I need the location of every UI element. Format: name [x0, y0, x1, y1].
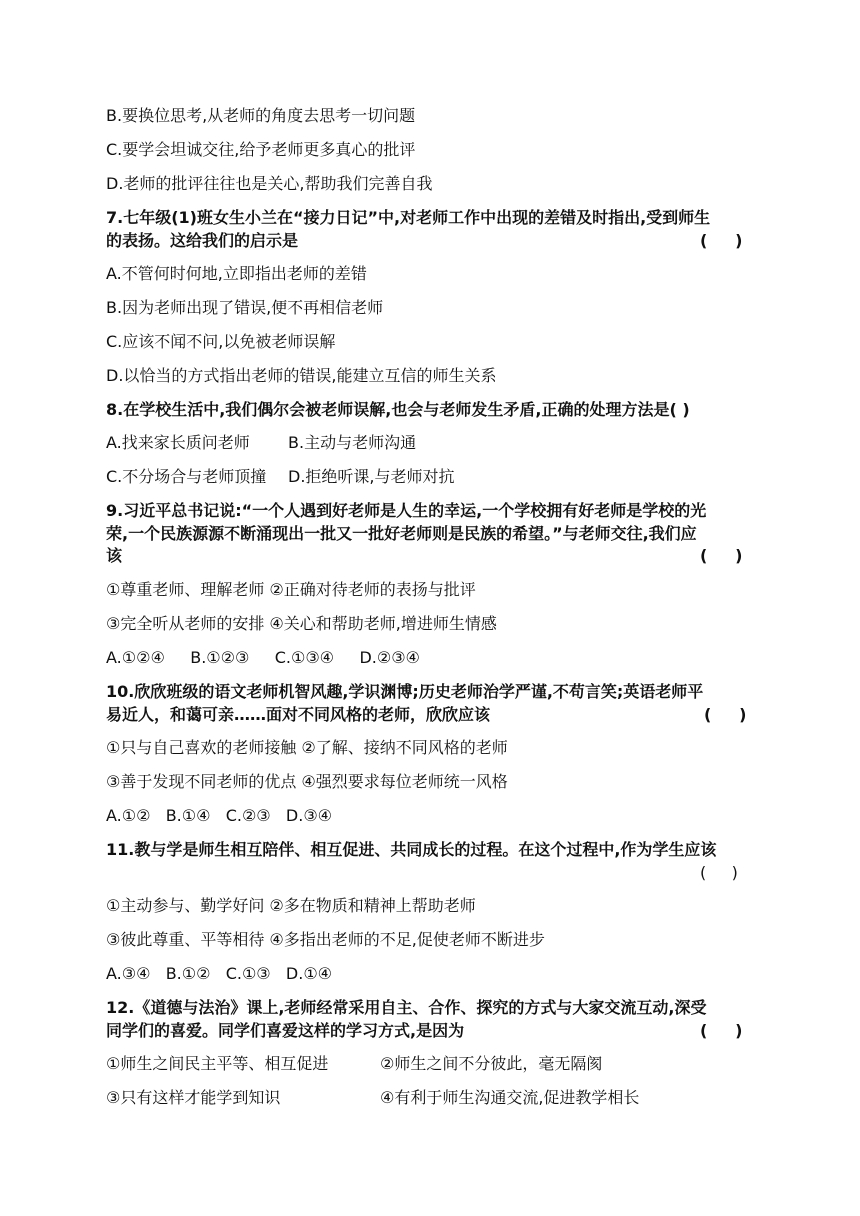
statements-q10-line2: ③善于发现不同老师的优点 ④强烈要求每位老师统一风格 [106, 772, 508, 791]
option-q7-b: B.因为老师出现了错误,便不再相信老师 [106, 298, 384, 317]
statement-q12-3: ③只有这样才能学到知识 [106, 1088, 281, 1107]
choices-q11: A.③④ B.①② C.①③ D.①④ [106, 964, 332, 983]
choices-q10: A.①② B.①④ C.②③ D.③④ [106, 806, 332, 825]
answer-blank-q9: ( ) [700, 546, 743, 565]
question-11-stem: 11.教与学是师生相互陪伴、相互促进、共同成长的过程。在这个过程中,作为学生应该 [106, 840, 717, 859]
answer-blank-q7: ( ) [700, 231, 743, 250]
question-9-stem-line1: 9.习近平总书记说:“一个人遇到好老师是人生的幸运,一个学校拥有好老师是学校的光 [106, 501, 707, 520]
question-9-stem-line2: 荣,一个民族源源不断涌现出一批又一批好老师则是民族的希望。”与老师交往,我们应 [106, 524, 697, 543]
answer-blank-q10: ( ) [704, 705, 747, 724]
statements-q10-line1: ①只与自己喜欢的老师接触 ②了解、接纳不同风格的老师 [106, 738, 508, 757]
option-q8-a: A.找来家长质问老师 [106, 433, 250, 452]
option-q6-d: D.老师的批评往往也是关心,帮助我们完善自我 [106, 174, 433, 193]
statement-q12-4: ④有利于师生沟通交流,促进教学相长 [380, 1088, 640, 1107]
statements-q9-line2: ③完全听从老师的安排 ④关心和帮助老师,增进师生情感 [106, 614, 497, 633]
option-q7-a: A.不管何时何地,立即指出老师的差错 [106, 264, 367, 283]
statements-q11-line2: ③彼此尊重、平等相待 ④多指出老师的不足,促使老师不断进步 [106, 930, 545, 949]
statement-q12-1: ①师生之间民主平等、相互促进 [106, 1054, 329, 1073]
choices-q9: A.①②④ B.①②③ C.①③④ D.②③④ [106, 648, 420, 667]
option-q8-c: C.不分场合与老师顶撞 [106, 467, 267, 486]
question-8-stem: 8.在学校生活中,我们偶尔会被老师误解,也会与老师发生矛盾,正确的处理方法是( ) [106, 400, 690, 419]
question-10-stem-line2: 易近人，和蔼可亲……面对不同风格的老师，欣欣应该 [106, 705, 491, 724]
question-12-stem-line1: 12.《道德与法治》课上,老师经常采用自主、合作、探究的方式与大家交流互动,深受 [106, 998, 707, 1017]
statements-q11-line1: ①主动参与、勤学好问 ②多在物质和精神上帮助老师 [106, 896, 476, 915]
answer-blank-q12: ( ) [700, 1021, 743, 1040]
question-7-stem-line1: 7.七年级(1)班女生小兰在“接力日记”中,对老师工作中出现的差错及时指出,受到师生 [106, 208, 711, 227]
statements-q9-line1: ①尊重老师、理解老师 ②正确对待老师的表扬与批评 [106, 580, 476, 599]
option-q8-b: B.主动与老师沟通 [288, 433, 417, 452]
option-q7-d: D.以恰当的方式指出老师的错误,能建立互信的师生关系 [106, 366, 497, 385]
statement-q12-2: ②师生之间不分彼此，毫无隔阂 [380, 1054, 603, 1073]
question-7-stem-line2: 的表扬。这给我们的启示是 [106, 231, 299, 250]
question-10-stem-line1: 10.欣欣班级的语文老师机智风趣,学识渊博;历史老师治学严谨,不苟言笑;英语老师平 [106, 682, 704, 701]
option-q8-d: D.拒绝听课,与老师对抗 [288, 467, 455, 486]
answer-blank-q11: ( ) [700, 863, 738, 882]
question-9-stem-line3: 该 [106, 546, 123, 565]
option-q7-c: C.应该不闻不问,以免被老师误解 [106, 332, 336, 351]
option-q6-b: B.要换位思考,从老师的角度去思考一切问题 [106, 106, 416, 125]
question-12-stem-line2: 同学们的喜爱。同学们喜爱这样的学习方式,是因为 [106, 1021, 465, 1040]
option-q6-c: C.要学会坦诚交往,给予老师更多真心的批评 [106, 140, 416, 159]
